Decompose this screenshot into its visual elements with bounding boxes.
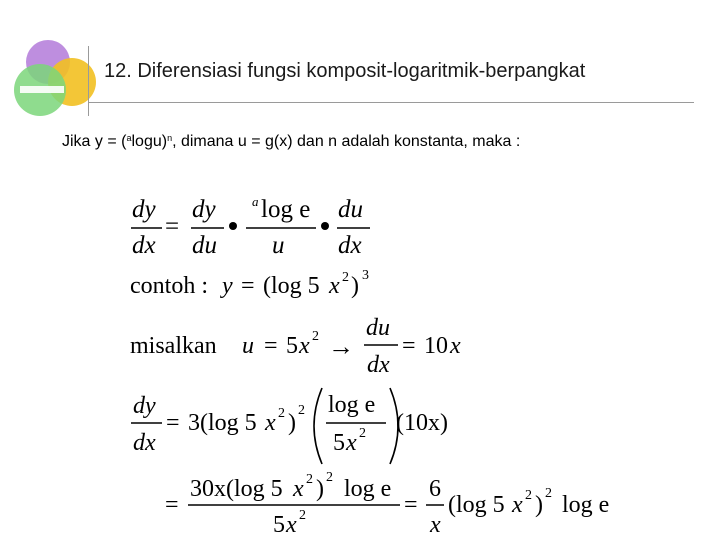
s1-den-x: x — [346, 430, 357, 456]
f1-dy-num: dy — [132, 196, 156, 223]
misalkan-five: 5 — [286, 333, 298, 359]
misalkan-du: du — [366, 315, 390, 341]
s2-den-sup: 2 — [299, 508, 306, 523]
s2-rhs: (log 5 — [448, 492, 505, 518]
f1-dot-1 — [229, 222, 237, 230]
substitution-line — [130, 315, 461, 378]
f1-equals: = — [165, 213, 180, 240]
s2-rhs-x: x — [512, 492, 523, 518]
s2-rhs-close: ) — [535, 492, 543, 518]
s1-den: 5 — [333, 430, 345, 456]
s1-lhs: 3(log 5 — [188, 410, 257, 436]
s2-rhs-log: log e — [562, 492, 610, 518]
s1-sup2: 2 — [278, 406, 285, 421]
slide-title: 12. Diferensiasi fungsi komposit-logaritmik-berpangkat — [104, 60, 586, 82]
s2-frac-den: x — [430, 512, 441, 538]
arrow-icon: → — [328, 332, 354, 361]
f1-sup-a: a — [252, 194, 259, 209]
misalkan-dx: dx — [367, 352, 390, 378]
s2-den-x: x — [286, 512, 297, 538]
s1-rhs: (10x) — [396, 410, 448, 436]
contoh-sup3: 3 — [362, 268, 369, 283]
contoh-x: x — [329, 273, 340, 299]
example-line — [130, 268, 369, 299]
intro-before: Jika y = ( — [62, 133, 127, 150]
s1-x: x — [265, 410, 276, 436]
intro-after: , dimana u = g(x) dan n adalah konstanta, maka : — [172, 133, 521, 150]
s2-rhs-sup-out: 2 — [545, 486, 552, 501]
contoh-close: ) — [351, 273, 359, 299]
misalkan-equals: = — [264, 333, 278, 359]
s2-num-close: ) — [316, 476, 324, 502]
s2-frac-num: 6 — [429, 476, 441, 502]
s1-big-paren-left — [314, 388, 322, 464]
intro-mid: logu) — [131, 133, 168, 150]
intro-sup-n: n — [167, 133, 173, 143]
contoh-sup2: 2 — [342, 270, 349, 285]
contoh-equals: = — [241, 273, 255, 299]
f1-dy-num-2: dy — [192, 196, 216, 223]
f1-dx-den: dx — [132, 232, 156, 259]
f1-du-den: du — [192, 232, 217, 259]
intro-sup-a: a — [126, 133, 132, 143]
s2-rhs-sup2: 2 — [525, 488, 532, 503]
step-one — [131, 388, 448, 464]
s1-close: ) — [288, 410, 296, 436]
misalkan-rhs-x: x — [450, 333, 461, 359]
f1-dot-2 — [321, 222, 329, 230]
misalkan-ten: 10 — [424, 333, 448, 359]
s2-num: 30x(log 5 — [190, 476, 283, 502]
s2-den: 5 — [273, 512, 285, 538]
s1-num: log e — [328, 392, 376, 418]
s2-num-log: log e — [344, 476, 392, 502]
contoh-y: y — [222, 273, 233, 299]
s1-sup2-out: 2 — [298, 403, 305, 418]
s1-den-sup: 2 — [359, 426, 366, 441]
s2-num-sup2: 2 — [306, 472, 313, 487]
step-two — [165, 470, 609, 538]
f1-du-num: du — [338, 196, 363, 223]
s1-dy: dy — [133, 393, 156, 419]
f1-u-den: u — [272, 232, 285, 259]
misalkan-sup2: 2 — [312, 329, 319, 344]
s1-dx: dx — [133, 430, 156, 456]
misalkan-equals-2: = — [402, 333, 416, 359]
f1-dx-den-2: dx — [338, 232, 362, 259]
chain-rule-formula — [131, 194, 370, 259]
s2-equals-2: = — [404, 492, 418, 518]
misalkan-u: u — [242, 333, 254, 359]
s1-equals: = — [166, 410, 180, 436]
contoh-open: (log 5 — [263, 273, 320, 299]
s2-equals: = — [165, 492, 179, 518]
s2-num-x: x — [293, 476, 304, 502]
f1-log-e: log e — [261, 196, 311, 223]
misalkan-label: misalkan — [130, 333, 217, 359]
misalkan-x: x — [299, 333, 310, 359]
s2-num-sup-out: 2 — [326, 470, 333, 485]
contoh-label: contoh : — [130, 273, 208, 299]
